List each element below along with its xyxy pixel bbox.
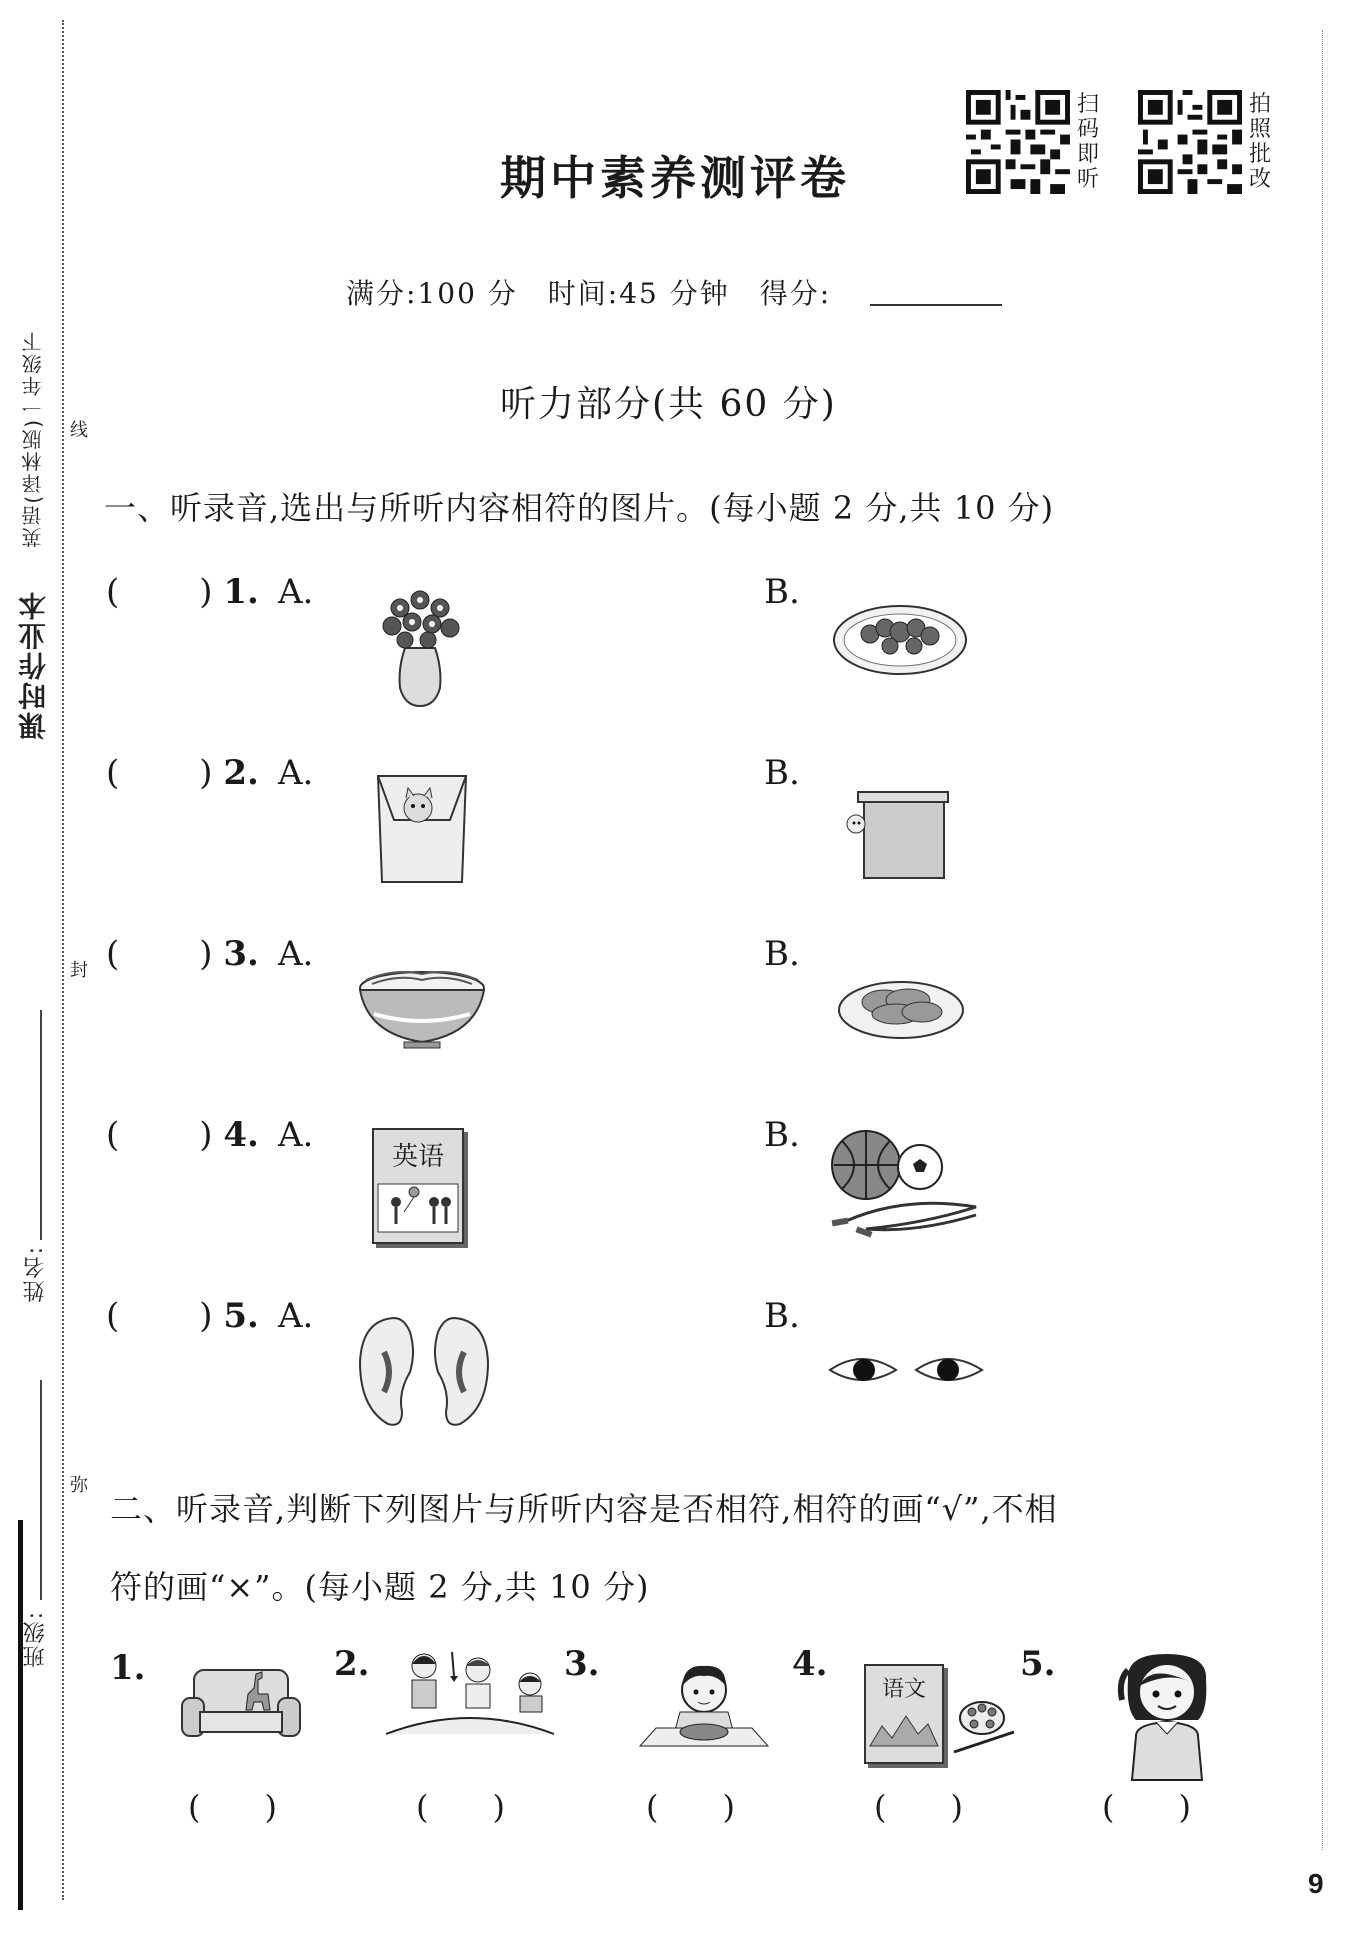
right-border-line [1322, 30, 1323, 1850]
cat-in-box-icon [372, 770, 472, 885]
qr-grade-label: 拍照批改 [1249, 92, 1272, 192]
option-a-label: A. [278, 753, 314, 793]
landscape-icon [866, 1706, 942, 1756]
boy-eating-icon [636, 1660, 772, 1750]
qr-code-grade-icon[interactable] [1138, 90, 1242, 194]
noodles-bowl-icon [354, 962, 490, 1052]
qr-pattern-icon [966, 90, 1070, 194]
answer-paren-1[interactable]: ( ) 1. [106, 572, 259, 612]
ears-icon [354, 1312, 494, 1430]
answer-paren-tf-2[interactable]: ( ) [416, 1788, 505, 1826]
option-b-label: B. [764, 934, 800, 974]
part2-item-number: 2. [334, 1644, 370, 1684]
part2-heading-line1: 二、听录音,判断下列图片与所听内容是否相符,相符的画“√”,不相 [110, 1490, 1058, 1528]
cat-behind-box-icon [840, 782, 955, 882]
balls-rope-icon [826, 1125, 981, 1245]
book-cover-text: 语文 [881, 1677, 926, 1702]
answer-paren-tf-5[interactable]: ( ) [1102, 1788, 1191, 1826]
answer-paren-5[interactable]: ( ) 5. [106, 1296, 259, 1336]
part1-heading: 一、听录音,选出与所听内容相符的图片。(每小题 2 分,共 10 分) [104, 489, 1055, 527]
family-dinner-icon [382, 1646, 558, 1746]
class-blank-line [40, 1380, 42, 1600]
palette-brush-icon [950, 1696, 1020, 1756]
book-cover-text: 英语 [391, 1142, 444, 1172]
qr-listen-label: 扫码即听 [1077, 92, 1100, 192]
book-subject: 英语(译林版)一年级下 [21, 330, 45, 548]
eyes-icon [826, 1350, 986, 1390]
option-a-label: A. [278, 1115, 314, 1155]
qr-code-listen-icon[interactable] [966, 90, 1070, 194]
answer-paren-tf-3[interactable]: ( ) [646, 1788, 735, 1826]
option-b-label: B. [764, 1115, 800, 1155]
option-a-label: A. [278, 1296, 314, 1336]
name-blank-line [40, 1010, 42, 1240]
broccoli-plate-icon [830, 598, 970, 678]
seal-mark: 封 [67, 960, 88, 980]
part2-heading-line2: 符的画“×”。(每小题 2 分,共 10 分) [110, 1568, 650, 1606]
part2-item-number: 5. [1020, 1644, 1056, 1684]
score-blank-line[interactable] [870, 304, 1002, 306]
exam-title: 期中素养测评卷 [500, 151, 850, 205]
page-number: 9 [1308, 1868, 1324, 1899]
sofa-giraffe-icon [178, 1664, 304, 1744]
part2-item-number: 3. [564, 1644, 600, 1684]
close-mark: 弥 [67, 1475, 88, 1495]
english-book-icon [372, 1128, 464, 1244]
book-name: 课时作业本 [17, 590, 50, 740]
binding-bar [18, 1520, 23, 1910]
answer-paren-4[interactable]: ( ) 4. [106, 1115, 259, 1155]
name-label: 姓名: [23, 1245, 48, 1303]
children-balloon-icon [374, 1178, 462, 1238]
qr-pattern-icon [1138, 90, 1242, 194]
exam-info: 满分:100 分 时间:45 分钟 得分: [346, 277, 832, 310]
flower-vase-icon [370, 578, 470, 708]
girl-icon [1112, 1650, 1222, 1782]
meat-plate-icon [836, 970, 966, 1042]
option-b-label: B. [764, 572, 800, 612]
option-a-label: A. [278, 572, 314, 612]
chinese-book-icon [864, 1664, 944, 1764]
class-label: 班级: [23, 1610, 48, 1668]
part2-item-number: 4. [792, 1644, 828, 1684]
answer-paren-tf-4[interactable]: ( ) [874, 1788, 963, 1826]
line-mark: 线 [67, 420, 88, 440]
part2-item-number: 1. [110, 1648, 146, 1688]
answer-paren-2[interactable]: ( ) 2. [106, 753, 259, 793]
option-a-label: A. [278, 934, 314, 974]
listening-section-title: 听力部分(共 60 分) [500, 384, 837, 425]
answer-paren-3[interactable]: ( ) 3. [106, 934, 259, 974]
option-b-label: B. [764, 753, 800, 793]
answer-paren-tf-1[interactable]: ( ) [188, 1788, 277, 1826]
option-b-label: B. [764, 1296, 800, 1336]
